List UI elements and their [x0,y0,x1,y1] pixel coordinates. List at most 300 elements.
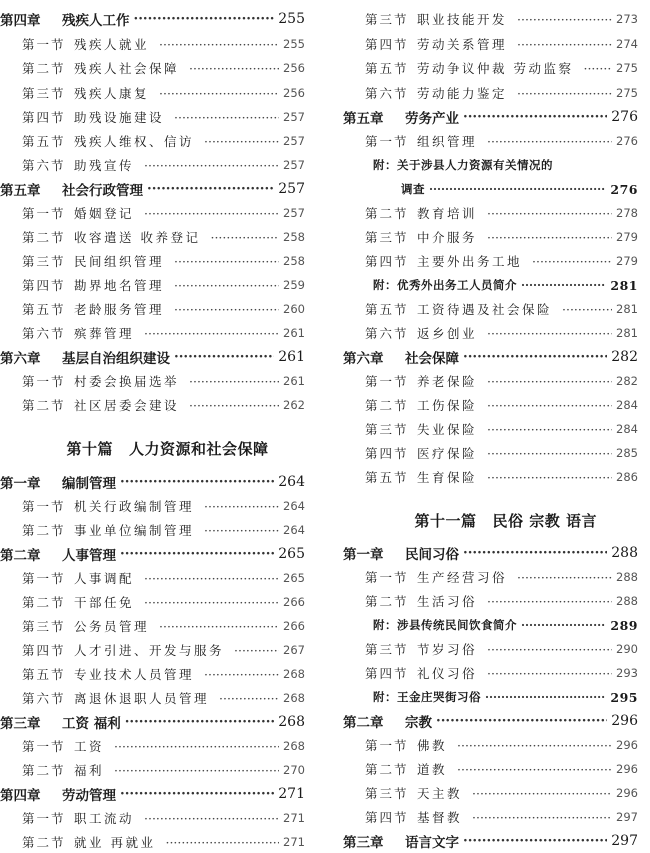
dot-leader [114,763,279,778]
toc-section-entry[interactable] [365,418,638,440]
dot-leader [487,230,612,245]
toc-section-entry[interactable] [365,734,638,756]
dot-leader [463,545,607,561]
toc-chapter-entry[interactable] [0,543,305,565]
toc-chapter-entry[interactable] [0,711,305,733]
dot-leader [144,326,279,341]
entry-title: 基层自治组织建设 [62,351,170,367]
entry-label [22,324,134,342]
entry-number: 第五节 [22,134,66,149]
entry-number: 第一节 [22,374,66,389]
entry-title: 老龄服务管理 [74,302,165,317]
entry-label [401,181,425,197]
entry-title: 民间习俗 [405,547,459,563]
dot-leader [159,86,279,101]
toc-section-entry[interactable] [365,298,638,320]
entry-title: 职业技能开发 [417,12,508,27]
entry-number: 第五节 [365,470,409,485]
dot-leader [204,667,279,682]
page-number: 260 [283,302,305,316]
dot-leader [174,110,279,125]
entry-label [22,84,149,102]
dot-leader [487,134,612,149]
toc-section-entry[interactable] [22,687,305,709]
entry-number: 第二节 [365,398,409,413]
page-number: 289 [610,617,638,633]
entry-label [22,809,134,827]
page-number: 268 [278,714,305,730]
toc-section-entry[interactable] [365,8,638,30]
dot-leader [189,398,279,413]
dot-leader [204,523,279,538]
toc-section-entry[interactable] [365,638,638,660]
entry-number: 第四节 [22,643,66,658]
page-number: 261 [283,326,305,340]
entry-title: 职工流动 [74,811,135,826]
entry-title: 社会行政管理 [62,183,143,199]
entry-title: 礼仪习俗 [417,666,478,681]
toc-section-entry[interactable] [22,130,305,152]
toc-section-entry[interactable] [365,442,638,464]
dot-leader [159,37,279,52]
entry-title: 劳动关系管理 [417,37,508,52]
toc-chapter-entry[interactable] [0,783,305,805]
toc-section-entry[interactable] [365,370,638,392]
entry-label [365,324,477,342]
entry-number: 第二章 [0,548,41,564]
dot-leader [174,254,279,269]
entry-label [373,617,517,633]
toc-section-entry[interactable] [22,250,305,272]
page-number: 265 [283,571,305,585]
dot-leader [144,571,279,586]
toc-section-entry[interactable] [22,226,305,248]
page-number: 257 [283,134,305,148]
page-number: 264 [283,499,305,513]
toc-section-entry[interactable] [365,130,638,152]
entry-label [22,59,179,77]
toc-section-entry[interactable] [22,394,305,416]
entry-title: 佛教 [417,738,448,753]
entry-label [365,228,477,246]
toc-section-entry[interactable] [365,250,638,272]
entry-number: 第一节 [365,738,409,753]
entry-number: 第六节 [22,326,66,341]
page-number: 286 [616,470,638,484]
toc-section-entry[interactable] [365,82,638,104]
entry-label [365,396,477,414]
toc-chapter-entry[interactable] [0,178,305,200]
dot-leader [487,422,612,437]
entry-label [22,132,194,150]
entry-number: 第四章 [0,13,41,29]
toc-section-entry[interactable] [22,33,305,55]
page-number: 271 [283,811,305,825]
entry-title: 返乡创业 [417,326,478,341]
entry-label [365,808,462,826]
entry-title: 劳务产业 [405,111,459,127]
page-number: 267 [283,643,305,657]
page-number: 268 [283,739,305,753]
part-title [67,438,269,459]
toc-appendix-entry[interactable] [373,686,638,708]
toc-chapter-entry[interactable] [0,346,305,368]
toc-section-entry[interactable] [22,807,305,829]
toc-section-entry[interactable] [22,591,305,613]
dot-leader [234,643,279,658]
entry-number: 第一节 [365,134,409,149]
entry-title: 人事管理 [62,548,116,564]
toc-section-entry[interactable] [22,57,305,79]
page-number: 297 [616,810,638,824]
dot-leader [165,835,279,850]
dot-leader [487,642,612,657]
entry-number: 第六章 [343,351,384,367]
entry-label [365,35,507,53]
toc-section-entry[interactable] [22,519,305,541]
entry-label [365,132,477,150]
page-number: 276 [610,181,638,197]
toc-section-entry[interactable] [365,590,638,612]
dot-leader [487,594,612,609]
entry-title: 公务员管理 [74,619,150,634]
dot-leader [517,570,612,585]
entry-number: 第二节 [365,762,409,777]
toc-appendix-entry[interactable] [373,614,638,636]
entry-title: 语言文字 [405,835,459,851]
dot-leader [219,691,279,706]
entry-title: 民间组织管理 [74,254,165,269]
entry-title: 劳动管理 [62,788,116,804]
page-number: 279 [616,230,638,244]
page-number: 281 [610,277,638,293]
page-number: 275 [616,61,638,75]
dot-leader [144,811,279,826]
toc-section-entry[interactable] [365,466,638,488]
entry-label [0,544,116,564]
toc-section-entry[interactable] [22,370,305,392]
page-number: 266 [283,619,305,633]
toc-section-entry[interactable] [22,759,305,781]
entry-title: 人才引进、开发与服务 [74,643,225,658]
page-number: 275 [616,86,638,100]
dot-leader [487,470,612,485]
page-number: 284 [616,422,638,436]
dot-leader [463,109,607,125]
dot-leader [517,12,612,27]
entry-number: 第二节 [22,398,66,413]
entry-title: 劳动能力鉴定 [417,86,508,101]
entry-label [0,784,116,804]
dot-leader [457,738,612,753]
page-number: 257 [278,181,305,197]
toc-chapter-entry[interactable] [343,830,638,852]
entry-number: 第三节 [365,230,409,245]
dot-leader [204,499,279,514]
page-number: 262 [283,398,305,412]
toc-appendix-entry[interactable] [373,274,638,296]
page-number: 282 [616,374,638,388]
entry-title: 生育保险 [417,470,478,485]
toc-section-entry[interactable] [22,274,305,296]
dot-leader [485,690,606,704]
entry-label [22,593,134,611]
entry-title: 助残设施建设 [74,110,165,125]
toc-section-entry[interactable] [22,663,305,685]
entry-label [343,347,459,367]
toc-section-entry[interactable] [22,322,305,344]
entry-title: 基督教 [417,810,463,825]
entry-number: 第三节 [22,254,66,269]
page-number: 256 [283,86,305,100]
entry-number: 第四节 [22,278,66,293]
entry-label [365,84,507,102]
dot-leader [562,302,612,317]
entry-title: 殡葬管理 [74,326,135,341]
entry-number: 第四节 [365,810,409,825]
toc-chapter-entry[interactable] [343,346,638,368]
entry-label [365,592,477,610]
page-number: 281 [616,326,638,340]
entry-title: 残疾人社会保障 [74,61,180,76]
entry-number: 第三节 [365,12,409,27]
entry-title: 离退休退职人员管理 [74,691,210,706]
entry-number: 第五节 [22,302,66,317]
toc-section-entry[interactable] [22,495,305,517]
entry-number: 第三节 [365,642,409,657]
entry-label [22,396,179,414]
entry-number: 第四节 [365,37,409,52]
entry-label [0,179,143,199]
entry-title: 天主教 [417,786,463,801]
entry-number: 第六章 [0,351,41,367]
dot-leader [487,666,612,681]
dot-leader [457,762,612,777]
toc-section-entry[interactable] [365,322,638,344]
entry-title: 附：关于涉县人力资源有关情况的 [373,158,553,172]
dot-leader [144,595,279,610]
entry-title: 工资 [74,739,105,754]
page-number: 281 [616,302,638,316]
entry-label [365,664,477,682]
entry-title: 调查 [401,182,425,196]
page-number: 261 [278,349,305,365]
entry-title: 组织管理 [417,134,478,149]
entry-title: 专业技术人员管理 [74,667,195,682]
part-number: 第十一篇 [414,512,477,530]
toc-section-entry[interactable] [22,298,305,320]
entry-label [22,276,164,294]
toc-chapter-entry[interactable] [343,542,638,564]
entry-label [365,252,522,270]
entry-label [22,737,104,755]
toc-section-entry[interactable] [22,615,305,637]
entry-label [0,9,130,29]
entry-number: 第二节 [365,594,409,609]
dot-leader [487,206,612,221]
toc-section-entry[interactable] [22,735,305,757]
toc-section-entry[interactable] [22,639,305,661]
entry-label [343,831,459,851]
entry-label [22,617,149,635]
entry-number: 第一节 [22,571,66,586]
entry-label [22,521,194,539]
dot-leader [144,206,279,221]
entry-title: 勘界地名管理 [74,278,165,293]
entry-label [22,35,149,53]
entry-title: 主要外出务工地 [417,254,523,269]
entry-title: 人事调配 [74,571,135,586]
entry-label [22,228,200,246]
entry-label [0,712,121,732]
entry-title: 教育培训 [417,206,478,221]
toc-section-entry[interactable] [22,154,305,176]
page-number: 257 [283,206,305,220]
entry-label [22,833,155,851]
toc-section-entry[interactable] [365,806,638,828]
entry-title: 就业 再就业 [74,835,156,850]
entry-number: 第一章 [343,547,384,563]
page-number: 258 [283,230,305,244]
page-number: 284 [616,398,638,412]
page-number: 296 [616,786,638,800]
toc-section-entry[interactable] [22,82,305,104]
toc-chapter-entry[interactable] [343,710,638,732]
page-number: 257 [283,110,305,124]
entry-number: 第六节 [22,691,66,706]
toc-section-entry[interactable] [22,567,305,589]
entry-title: 残疾人工作 [62,13,130,29]
entry-label [373,277,517,293]
toc-chapter-entry[interactable] [0,471,305,493]
entry-number: 第三节 [365,422,409,437]
entry-label [22,372,179,390]
entry-number: 第三章 [0,716,41,732]
toc-section-entry[interactable] [365,394,638,416]
entry-number: 第四节 [365,446,409,461]
entry-title: 生活习俗 [417,594,478,609]
entry-title: 残疾人就业 [74,37,150,52]
toc-appendix-entry[interactable] [373,154,638,176]
dot-leader [429,182,606,196]
dot-leader [487,446,612,461]
dot-leader [189,374,279,389]
entry-label [22,497,194,515]
entry-number: 第六节 [365,86,409,101]
page-number: 293 [616,666,638,680]
entry-title: 残疾人维权、信访 [74,134,195,149]
page-number: 264 [278,474,305,490]
entry-title: 附：涉县传统民间饮食简介 [373,618,517,632]
page-number: 296 [611,713,638,729]
entry-title: 中介服务 [417,230,478,245]
entry-label [365,59,573,77]
entry-label [365,372,477,390]
entry-label [365,468,477,486]
page-number: 255 [283,37,305,51]
toc-section-entry[interactable] [22,202,305,224]
entry-number: 第四节 [22,110,66,125]
dot-leader [517,37,612,52]
toc-section-entry[interactable] [22,106,305,128]
toc-section-entry[interactable] [365,566,638,588]
entry-title: 医疗保险 [417,446,478,461]
entry-label [22,300,164,318]
dot-leader [120,474,274,490]
entry-title: 社区居委会建设 [74,398,180,413]
page-number: 288 [616,570,638,584]
toc-section-entry[interactable] [365,202,638,224]
page-number: 297 [611,833,638,849]
entry-title: 社会保障 [405,351,459,367]
dot-leader [487,398,612,413]
toc-chapter-entry[interactable] [343,106,638,128]
entry-label [343,543,459,563]
entry-title: 助残宣传 [74,158,135,173]
dot-leader [463,349,607,365]
toc-section-entry[interactable] [365,662,638,684]
entry-number: 第一节 [365,570,409,585]
entry-title: 工资待遇及社会保险 [417,302,553,317]
dot-leader [125,714,275,730]
toc-chapter-entry[interactable] [0,8,305,30]
page-number: 255 [278,11,305,27]
toc-section-entry[interactable] [365,57,638,79]
entry-number: 第五章 [343,111,384,127]
entry-label [365,760,447,778]
toc-section-entry[interactable] [365,782,638,804]
entry-title: 节岁习俗 [417,642,478,657]
part-name: 民俗 宗教 语言 [492,512,597,530]
entry-number: 第二节 [22,61,66,76]
entry-title: 失业保险 [417,422,478,437]
page-number: 296 [616,738,638,752]
dot-leader [487,326,612,341]
entry-label [365,784,462,802]
entry-title: 工伤保险 [417,398,478,413]
entry-number: 第一节 [22,739,66,754]
entry-title: 宗教 [405,715,432,731]
page-number: 271 [278,786,305,802]
toc-appendix-entry[interactable] [401,178,638,200]
entry-title: 婚姻登记 [74,206,135,221]
entry-title: 附：王金庄哭街习俗 [373,690,481,704]
page-number: 271 [283,835,305,849]
dot-leader [487,374,612,389]
part-number: 第十篇 [66,440,114,458]
page-number: 288 [616,594,638,608]
entry-number: 第三节 [22,619,66,634]
entry-label [373,689,481,705]
page-number: 258 [283,254,305,268]
toc-section-entry[interactable] [365,33,638,55]
entry-number: 第五节 [22,667,66,682]
toc-section-entry[interactable] [365,758,638,780]
dot-leader [436,713,607,729]
entry-number: 第二节 [22,595,66,610]
entry-title: 事业单位编制管理 [74,523,195,538]
entry-number: 第五节 [365,302,409,317]
entry-label [365,10,507,28]
entry-label [0,472,116,492]
toc-section-entry[interactable] [365,226,638,248]
entry-label [365,204,477,222]
dot-leader [472,786,612,801]
entry-title: 干部任免 [74,595,135,610]
dot-leader [174,278,279,293]
entry-label [22,252,164,270]
toc-section-entry[interactable] [22,831,305,853]
